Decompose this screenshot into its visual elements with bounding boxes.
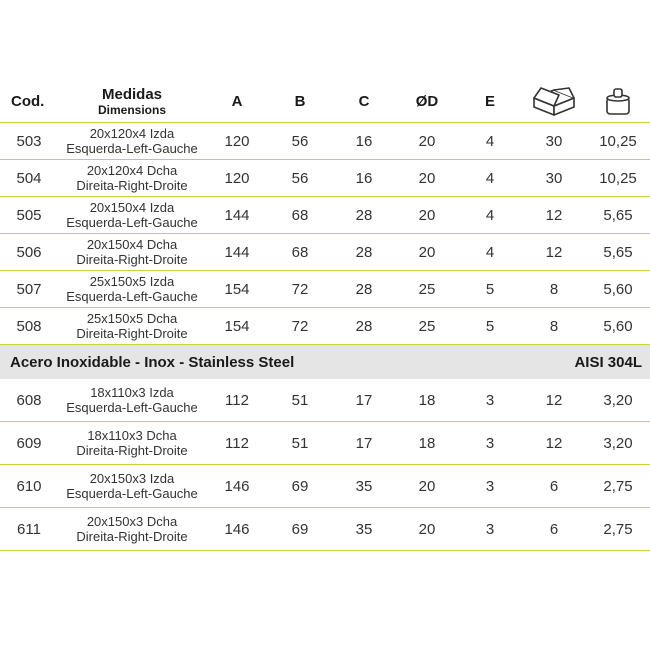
cell-e: 4: [485, 169, 495, 187]
cell-cod: 503: [16, 132, 42, 150]
cell-medidas: [58, 508, 206, 550]
cell-c: 28: [355, 206, 373, 224]
cell-medidas-size: 20x150x4 Izda: [89, 200, 175, 215]
cell-medidas-side: Direita-Right-Droite: [76, 252, 188, 267]
material-section: [0, 345, 650, 379]
cell-box-qty: 30: [545, 132, 563, 150]
cell-e: 3: [485, 477, 495, 495]
table-row: [0, 508, 650, 551]
cell-diameter: 20: [418, 243, 436, 261]
cell-b: 68: [291, 243, 309, 261]
cell-e: 3: [485, 434, 495, 452]
cell-medidas-side: Esquerda-Left-Gauche: [66, 400, 198, 415]
material-title: Acero Inoxidable - Inox - Stainless Steel: [10, 353, 295, 371]
cell-medidas-size: 20x120x4 Dcha: [86, 163, 178, 178]
cell-weight: 3,20: [603, 434, 633, 452]
cell-weight: 2,75: [603, 477, 633, 495]
table-row: [0, 234, 650, 271]
cell-e: 4: [485, 243, 495, 261]
cell-b: 69: [291, 520, 309, 538]
table-row: [0, 123, 650, 160]
cell-medidas-size: 18x110x3 Dcha: [87, 428, 177, 443]
cell-e: 3: [485, 520, 495, 538]
cell-c: 28: [355, 280, 373, 298]
cell-box-qty: 12: [545, 243, 563, 261]
cell-diameter: 18: [418, 391, 436, 409]
cell-weight: 5,65: [603, 206, 633, 224]
cell-a: 154: [224, 317, 250, 335]
cell-box-qty: 12: [545, 391, 563, 409]
cell-cod: 609: [16, 434, 42, 452]
cell-c: 35: [355, 520, 373, 538]
cell-medidas-size: 20x120x4 Izda: [89, 126, 175, 141]
cell-weight: 3,20: [603, 391, 633, 409]
cell-weight: 5,60: [603, 317, 633, 335]
cell-cod: 611: [17, 520, 41, 538]
cell-medidas: [58, 197, 206, 233]
cell-medidas-side: Esquerda-Left-Gauche: [66, 215, 198, 230]
cell-diameter: 20: [418, 132, 436, 150]
cell-cod: 504: [16, 169, 42, 187]
cell-diameter: 20: [418, 520, 436, 538]
cell-medidas-size: 25x150x5 Dcha: [86, 311, 178, 326]
cell-box-qty: 30: [545, 169, 563, 187]
cell-diameter: 20: [418, 477, 436, 495]
cell-e: 5: [485, 317, 495, 335]
cell-a: 120: [224, 132, 250, 150]
header-b: B: [294, 92, 306, 110]
cell-b: 51: [291, 434, 309, 452]
cell-a: 146: [224, 520, 250, 538]
weight-icon: [586, 80, 650, 122]
cell-a: 112: [225, 434, 249, 452]
cell-box-qty: 6: [549, 520, 559, 538]
header-cod: Cod.: [11, 92, 45, 110]
material-grade: AISI 304L: [574, 353, 642, 371]
cell-a: 144: [224, 206, 250, 224]
cell-medidas-size: 20x150x4 Dcha: [86, 237, 178, 252]
cell-c: 17: [355, 391, 373, 409]
header-dimensions-label: Dimensions: [97, 102, 166, 117]
cell-cod: 508: [16, 317, 42, 335]
cell-e: 5: [485, 280, 495, 298]
cell-weight: 10,25: [599, 169, 637, 187]
cell-diameter: 18: [418, 434, 436, 452]
header-medidas-label: Medidas: [101, 85, 162, 103]
cell-medidas: [58, 379, 206, 421]
cell-weight: 5,60: [603, 280, 633, 298]
table-row: [0, 465, 650, 508]
table-row: [0, 197, 650, 234]
cell-cod: 505: [16, 206, 42, 224]
cell-medidas-side: Esquerda-Left-Gauche: [66, 141, 198, 156]
cell-medidas: [58, 234, 206, 270]
cell-medidas-side: Direita-Right-Droite: [76, 529, 188, 544]
cell-medidas-size: 20x150x3 Izda: [89, 471, 175, 486]
cell-e: 3: [485, 391, 495, 409]
cell-box-qty: 8: [549, 317, 559, 335]
cell-diameter: 25: [418, 317, 436, 335]
cell-a: 120: [224, 169, 250, 187]
header-c: C: [358, 92, 370, 110]
cell-box-qty: 12: [545, 206, 563, 224]
cell-b: 51: [291, 391, 309, 409]
cell-e: 4: [485, 206, 495, 224]
header-a: A: [231, 92, 243, 110]
cell-b: 69: [291, 477, 309, 495]
cell-b: 56: [291, 169, 309, 187]
cell-medidas-side: Direita-Right-Droite: [76, 178, 188, 193]
header-medidas: [58, 80, 206, 122]
cell-b: 68: [291, 206, 309, 224]
cell-medidas: [58, 308, 206, 344]
cell-medidas-side: Direita-Right-Droite: [76, 443, 188, 458]
cell-a: 154: [224, 280, 250, 298]
cell-c: 17: [355, 434, 373, 452]
cell-a: 146: [224, 477, 250, 495]
table-row: [0, 379, 650, 422]
header-diameter: ØD: [415, 92, 439, 110]
cell-medidas-size: 25x150x5 Izda: [89, 274, 175, 289]
cell-weight: 5,65: [603, 243, 633, 261]
cell-medidas-side: Esquerda-Left-Gauche: [66, 486, 198, 501]
cell-b: 56: [291, 132, 309, 150]
cell-c: 28: [355, 243, 373, 261]
table-header: [0, 80, 650, 123]
cell-box-qty: 6: [549, 477, 559, 495]
cell-diameter: 20: [418, 206, 436, 224]
table-row: [0, 160, 650, 197]
cell-cod: 507: [16, 280, 42, 298]
cell-medidas: [58, 123, 206, 159]
cell-medidas-size: 20x150x3 Dcha: [86, 514, 178, 529]
cell-a: 144: [224, 243, 250, 261]
cell-medidas-side: Direita-Right-Droite: [76, 326, 188, 341]
product-table: [0, 80, 650, 551]
cell-box-qty: 12: [545, 434, 563, 452]
cell-medidas: [58, 160, 206, 196]
cell-diameter: 20: [418, 169, 436, 187]
cell-medidas: [58, 465, 206, 507]
cell-medidas: [58, 422, 206, 464]
cell-medidas-size: 18x110x3 Izda: [90, 385, 174, 400]
cell-cod: 608: [16, 391, 42, 409]
cell-weight: 10,25: [599, 132, 637, 150]
table-row: [0, 422, 650, 465]
cell-weight: 2,75: [603, 520, 633, 538]
cell-b: 72: [291, 280, 309, 298]
cell-c: 16: [355, 132, 373, 150]
cell-medidas: [58, 271, 206, 307]
cell-medidas-side: Esquerda-Left-Gauche: [66, 289, 198, 304]
table-row: [0, 271, 650, 308]
cell-cod: 506: [16, 243, 42, 261]
cell-c: 16: [355, 169, 373, 187]
cell-box-qty: 8: [549, 280, 559, 298]
cell-e: 4: [485, 132, 495, 150]
cell-cod: 610: [16, 477, 42, 495]
cell-a: 112: [225, 391, 249, 409]
cell-diameter: 25: [418, 280, 436, 298]
table-row: [0, 308, 650, 345]
header-e: E: [484, 92, 495, 110]
cell-c: 28: [355, 317, 373, 335]
cell-b: 72: [291, 317, 309, 335]
box-icon: [522, 80, 586, 122]
cell-c: 35: [355, 477, 373, 495]
